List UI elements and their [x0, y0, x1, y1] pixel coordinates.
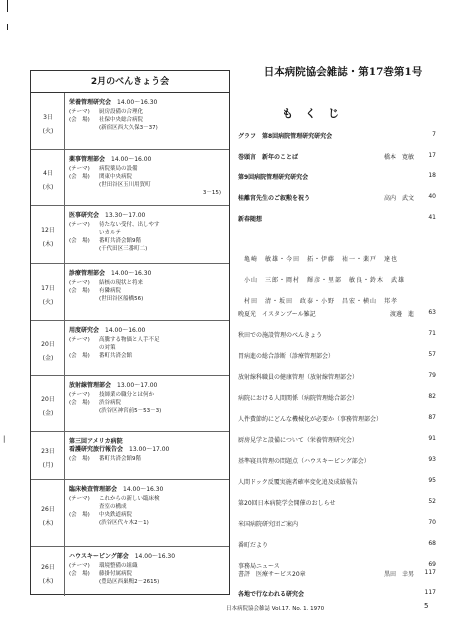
schedule-date: 26日 — [41, 505, 55, 513]
detail-label: (会 場) — [69, 456, 90, 462]
schedule-box — [30, 70, 230, 595]
toc-page: 79 — [428, 372, 436, 379]
event-name — [69, 551, 175, 560]
toc-title: 人間ドック反覆実施者確率変化追及成績報告 — [238, 479, 358, 486]
event-title: ハウスキーピング部会 — [69, 553, 129, 560]
toc-page: 63 — [428, 309, 436, 316]
toc-page: 95 — [428, 477, 436, 484]
detail-label: (会 場) — [69, 288, 90, 294]
toc-author: 渡邊 進 — [389, 311, 414, 318]
event-detail-line — [69, 510, 132, 518]
detail-label: (会 場) — [69, 174, 90, 180]
detail-text: の対策 — [99, 345, 116, 351]
left-margin-line — [7, 0, 8, 12]
toc-title: 厨房見学と設備について（栄養管理研究会） — [238, 437, 358, 444]
detail-text: (渋谷区神宮前5－53－3) — [99, 408, 162, 414]
schedule-date-cell — [31, 432, 65, 479]
left-margin-line — [7, 24, 8, 30]
schedule-date-cell — [31, 93, 65, 149]
detail-text: 関東中央病院 — [99, 174, 133, 180]
event-name — [69, 325, 145, 334]
toc-page: 68 — [428, 540, 436, 547]
schedule-weekday: (火) — [42, 127, 54, 135]
event-title: 放射線管理部会 — [69, 382, 112, 389]
toc-title: 各地で行なわれる研究会 — [238, 591, 305, 598]
page-number: 5 — [424, 602, 429, 610]
detail-text: (豊島区西巣鴨2－2615) — [99, 579, 160, 585]
toc-page: 41 — [428, 214, 436, 221]
event-detail-line — [69, 164, 138, 172]
toc-page: 91 — [428, 435, 436, 442]
schedule-date: 3日 — [43, 113, 53, 121]
toc-author: 黒田 幸男 — [383, 571, 414, 578]
schedule-row — [31, 376, 229, 432]
event-detail-line — [69, 390, 154, 398]
detail-text: (千代田区三番町二) — [99, 246, 148, 252]
detail-text: 環境整備の組織 — [99, 563, 138, 569]
schedule-date-cell — [31, 206, 65, 263]
toc-author: 高内 武文 — [383, 195, 414, 202]
toc-title: 晩夏光 イスタンブール雑記 — [238, 311, 316, 318]
schedule-row — [31, 432, 229, 480]
detail-text: 3－15) — [202, 190, 221, 196]
toc-author: 橋本 寛敏 — [383, 154, 414, 161]
schedule-date: 12日 — [41, 227, 55, 234]
detail-text: 厨房設備の合理化 — [99, 109, 144, 115]
event-detail-line — [69, 494, 160, 502]
event-detail-line — [99, 180, 151, 188]
schedule-weekday: (木) — [42, 519, 54, 527]
event-detail-line — [203, 188, 221, 196]
detail-text: (世田谷区船橋56) — [99, 296, 144, 302]
toc-page: 52 — [428, 498, 436, 505]
schedule-row — [31, 480, 229, 547]
event-title: 臨床検査管理部会 — [69, 486, 118, 493]
toc-title: 人件費節約にどんな機械化が必要か（事務管理部会） — [238, 416, 383, 423]
schedule-date-cell — [31, 150, 65, 205]
schedule-weekday: (月) — [42, 462, 54, 469]
event-detail-line — [69, 569, 132, 577]
event-title: 医事研究会 — [69, 212, 100, 219]
event-detail-line — [99, 577, 159, 585]
schedule-row — [31, 264, 229, 321]
schedule-date: 20日 — [41, 396, 55, 403]
event-detail-line — [99, 244, 147, 252]
event-title: 診療管理部会 — [69, 270, 106, 277]
journal-title: 日本病院協会雑誌・第17巻第1号 — [263, 66, 423, 78]
event-detail-line — [69, 115, 143, 123]
event-detail-line — [69, 236, 141, 244]
detail-text: 藤掛付属病院 — [99, 571, 133, 577]
toc-page: 87 — [428, 414, 436, 421]
schedule-row — [31, 150, 229, 206]
detail-label: (会 場) — [69, 238, 90, 244]
event-detail-line — [99, 228, 121, 236]
toc-title: 秋田での施設管理のべんきょう — [238, 332, 323, 339]
toc-title: 番町だより — [238, 542, 269, 549]
toc-page: 18 — [428, 172, 436, 179]
event-title: 用度研究会 — [69, 327, 100, 334]
event-detail-line — [69, 172, 132, 180]
detail-label: (テーマ) — [69, 222, 90, 228]
toc-title: 放射線科職員の健康管理（放射線管理部会） — [238, 374, 359, 381]
detail-text: (世田谷区玉川用賀町 — [99, 182, 151, 188]
detail-text: 結核の現状と将来 — [99, 280, 144, 286]
schedule-row — [31, 547, 229, 596]
event-detail-line — [69, 107, 143, 115]
detail-text: 病院薬局の設備 — [99, 166, 138, 172]
event-detail-line — [99, 294, 143, 302]
schedule-row — [31, 321, 229, 376]
toc-page: 117 — [424, 569, 436, 576]
event-detail-line — [69, 286, 121, 294]
event-name — [69, 268, 151, 277]
detail-label: (テーマ) — [69, 392, 90, 398]
detail-text: 渋谷病院 — [99, 400, 122, 406]
toc-title: 事務局ニュース — [238, 563, 280, 570]
schedule-weekday: (金) — [42, 410, 54, 417]
detail-text: 番町共済会館9階 — [99, 456, 141, 462]
schedule-weekday: (水) — [42, 184, 54, 191]
detail-label: (テーマ) — [69, 166, 90, 172]
toc-title: 巻頭言 新年のことば — [238, 154, 299, 161]
schedule-weekday: (木) — [42, 241, 54, 248]
detail-text: 番町共済会館9階 — [99, 238, 141, 244]
event-time: 14.00～16.30 — [117, 99, 158, 106]
toc-title: 第20回日本病院学会開催のおしらせ — [238, 500, 336, 507]
schedule-date: 20日 — [41, 340, 55, 348]
event-name — [69, 380, 157, 389]
schedule-date: 17日 — [41, 284, 55, 292]
detail-label: (会 場) — [69, 117, 90, 123]
toc-page: 71 — [428, 330, 436, 337]
toc-title: 新春随想 — [238, 216, 263, 223]
toc-heading: もくじ — [282, 107, 351, 120]
toc-page: 82 — [428, 393, 436, 400]
toc-page: 57 — [428, 351, 436, 358]
detail-label: (テーマ) — [69, 280, 90, 286]
event-detail-line — [69, 398, 121, 406]
detail-label: (会 場) — [69, 512, 90, 518]
event-time: 14.00～16.30 — [134, 553, 176, 560]
detail-text: 社保中央総合病院 — [99, 117, 144, 123]
event-detail-line — [99, 123, 158, 131]
toc-title: 米国病院研究団ご案内 — [238, 521, 299, 528]
event-time: 14.00～16.30 — [123, 486, 164, 493]
event-detail-line — [69, 278, 143, 286]
detail-text: (新宿区西大久保3－37) — [99, 125, 158, 131]
toc-page: 93 — [428, 456, 436, 463]
footer: 日本病院協会雑誌 Vol.17. No. 1. 1970 — [226, 606, 325, 612]
schedule-weekday: (金) — [42, 354, 54, 362]
toc-page: 70 — [428, 519, 436, 526]
detail-label: (会 場) — [69, 571, 90, 577]
detail-text: 技師業の職分とは何か — [99, 392, 155, 398]
detail-text: (渋谷区代々木2－1) — [99, 520, 149, 526]
detail-text: 中央鉄道病院 — [99, 512, 133, 518]
detail-text: 有隣病院 — [99, 288, 122, 294]
toc-title: グラフ 第8回病院管理研究研究会 — [238, 133, 333, 140]
schedule-weekday: (木) — [42, 577, 54, 585]
schedule-date-cell — [31, 480, 65, 546]
detail-text: 待たない受付、出しやす — [99, 222, 160, 228]
detail-text: 高騰する物価と人手不足 — [99, 337, 160, 343]
toc-title: 桂離宮先生のご叙勲を祝う — [238, 195, 311, 202]
detail-text: これからの新しい臨床検 — [99, 496, 160, 502]
schedule-date-cell — [31, 321, 65, 375]
detail-label: (テーマ) — [69, 109, 90, 115]
detail-label: (テーマ) — [69, 337, 90, 343]
event-detail-line — [69, 561, 138, 569]
detail-text: いカルテ — [99, 230, 122, 236]
event-time: 14.00～16.00 — [105, 327, 146, 334]
event-detail-line — [99, 406, 161, 414]
schedule-row — [31, 206, 229, 264]
event-name — [69, 97, 157, 106]
schedule-date-cell — [31, 376, 65, 431]
schedule-weekday: (火) — [42, 298, 54, 306]
detail-label: (会 場) — [69, 400, 90, 406]
event-detail-line — [69, 454, 141, 462]
toc-page: 7 — [432, 131, 436, 138]
event-detail-line — [99, 502, 127, 510]
essay-authors: 村田 清・坂田 政泰・小野 昌宏・横山 邦孝 — [244, 298, 399, 305]
detail-label: (テーマ) — [69, 563, 90, 569]
event-title: 看護研究旅行報告会 — [69, 446, 124, 453]
toc-title: 病院における人間関係（病院管理総合部会） — [238, 395, 359, 402]
toc-page: 117 — [424, 589, 436, 596]
event-time: 13.00～17.00 — [117, 382, 158, 389]
event-name — [69, 444, 169, 453]
edge-mark: | — [3, 435, 6, 443]
event-detail-line — [99, 343, 116, 351]
event-name — [69, 210, 145, 219]
detail-text: 査室の構成 — [99, 504, 127, 510]
event-title: 栄養管理研究会 — [69, 99, 112, 106]
event-name — [69, 484, 163, 493]
event-detail-line — [69, 351, 132, 359]
schedule-title: 2月のべんきょう会 — [31, 71, 229, 93]
essay-authors: 亀崎 敏雄・今田 拓・伊藤 祐一・薬戸 達也 — [244, 256, 399, 263]
detail-label: (テーマ) — [69, 496, 90, 502]
schedule-row — [31, 93, 229, 150]
toc-page: 40 — [428, 193, 436, 200]
detail-label: (会 場) — [69, 353, 90, 359]
toc-page: 17 — [428, 152, 436, 159]
event-detail-line — [69, 220, 160, 228]
toc-page: 69 — [428, 561, 436, 568]
schedule-date: 26日 — [41, 563, 55, 571]
detail-text: 番町共済会館 — [99, 353, 133, 359]
event-time: 13.30～17.00 — [105, 212, 146, 219]
schedule-date: 4日 — [43, 170, 53, 177]
schedule-date-cell — [31, 264, 65, 320]
event-time: 14.00～16.00 — [111, 156, 152, 163]
event-time: 13.00～17.00 — [129, 446, 170, 453]
event-detail-line — [69, 335, 160, 343]
schedule-date: 23日 — [41, 448, 55, 455]
event-title: 第三回アメリカ病院 — [69, 438, 123, 445]
toc-title: 第9回病院管理研究研究会 — [238, 174, 309, 181]
toc-title: 胃病進の総合診断（診療管理部会） — [238, 353, 335, 360]
essay-authors: 小山 三郎・岡村 輝彦・里部 敏良・鈴木 武雄 — [244, 277, 406, 284]
toc-title: 書評 医療サービス20章 — [238, 571, 306, 578]
event-name — [69, 154, 151, 163]
toc-title: 基準寝具管理の問題点（ハウスキーピング部会） — [238, 458, 370, 465]
event-title: 薬事管理部会 — [69, 156, 106, 163]
event-time: 14.00～16.30 — [111, 270, 152, 277]
schedule-date-cell — [31, 547, 65, 596]
event-detail-line — [99, 518, 149, 526]
